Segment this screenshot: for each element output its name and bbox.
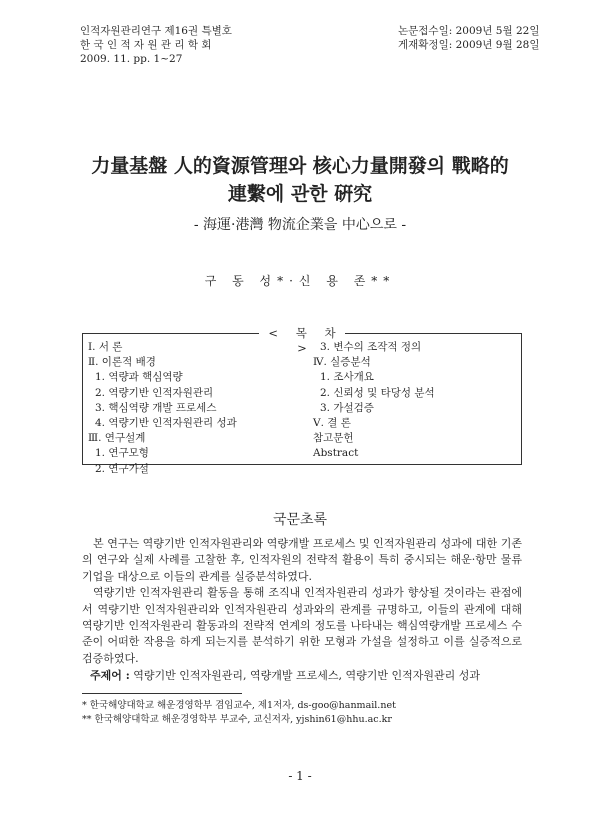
toc-item: 참고문헌: [313, 432, 354, 445]
toc-item: 1. 연구모형: [95, 447, 149, 460]
toc-item: 3. 핵심역량 개발 프로세스: [95, 401, 217, 414]
abstract-paragraph: 본 연구는 역량기반 인적자원관리와 역량개발 프로세스 및 인적자원관리 성과에 대한 기존의 연구와 실제 사례를 고찰한 후, 인적자원의 전략적 활용이 특히 중시되는 해운·항만 물류기업을 대상으로 이들의 관계를 실증분석하였다.: [82, 537, 522, 583]
toc-item: 3. 변수의 조작적 정의: [320, 341, 422, 353]
toc-item: 2. 신뢰성 및 타당성 분석: [320, 386, 435, 399]
title-line-2: 連繫에 관한 硏究: [227, 183, 373, 205]
toc-item: Ⅴ. 결 론: [313, 417, 351, 430]
page-number: - 1 -: [288, 769, 312, 783]
toc-item: Ⅱ. 이론적 배경: [88, 356, 156, 369]
keywords-text: 역량기반 인적자원관리, 역량개발 프로세스, 역량기반 인적자원관리 성과: [133, 669, 481, 682]
toc-item: 1. 역량과 핵심역량: [95, 371, 183, 384]
journal-name: 인적자원관리연구 제16권 특별호: [80, 25, 232, 37]
toc-item: 1. 조사개요: [320, 371, 374, 384]
toc-item: 2. 연구가설: [95, 462, 149, 475]
keywords-label: 주제어 :: [90, 669, 130, 682]
abstract-body: [82, 536, 522, 667]
paper-subtitle: - 海運·港灣 物流企業을 中心으로 -: [193, 217, 407, 233]
title-line-1: 力量基盤 人的資源管理와 核心力量開發의 戰略的: [91, 155, 509, 177]
journal-header: [80, 24, 232, 66]
issue-info: 2009. 11. pp. 1~27: [80, 53, 183, 65]
toc-item: 2. 역량기반 인적자원관리: [95, 386, 214, 399]
keywords: [90, 667, 480, 683]
toc-item: Abstract: [313, 447, 359, 460]
paper-title: [0, 152, 600, 208]
accepted-date: 게재확정일: 2009년 9월 28일: [398, 39, 540, 51]
abstract-paragraph: 역량기반 인적자원관리 활동을 통해 조직내 인적자원관리 성과가 향상될 것이라는 관점에서 역량기반 인적자원관리와 인적자원관리 성과와의 관계를 규명하고, 이들의 관계에 대해 역량기반 인적자원관리 활동과의 전략적 연계의 정도를 나타내는 핵심역량개발 프로세스 수준이 어떠한 작용을 하게 되는지를 분석하기 위한 모형과 가설을 설정하고 이를 실증적으로 검증하였다.: [82, 586, 522, 665]
submission-dates: [398, 24, 539, 52]
toc-left-column: [88, 340, 308, 477]
toc-item: Ⅳ. 실증분석: [313, 356, 371, 369]
table-of-contents: [82, 326, 522, 475]
footnotes: [82, 699, 396, 727]
toc-item: Ⅲ. 연구설계: [88, 432, 146, 445]
footnote-divider: [82, 693, 242, 694]
footnote-author-2: ** 한국해양대학교 해운경영학부 부교수, 교신저자, yjshin61@hhu.ac.kr: [82, 714, 392, 725]
toc-item: Ⅰ. 서 론: [88, 341, 123, 353]
toc-right-column: [313, 340, 513, 462]
society-name: 한 국 인 적 자 원 관 리 학 회: [80, 39, 212, 51]
authors: 구 동 성*·신 용 존**: [204, 274, 396, 288]
toc-heading: < 목 차 >: [259, 325, 345, 355]
toc-item: 4. 역량기반 인적자원관리 성과: [95, 417, 237, 430]
abstract-title: 국문초록: [272, 512, 328, 528]
footnote-author-1: * 한국해양대학교 해운경영학부 겸임교수, 제1저자, ds-goo@hanmail.net: [82, 700, 396, 711]
received-date: 논문접수일: 2009년 5월 22일: [398, 25, 540, 37]
toc-item: 3. 가설검증: [320, 401, 374, 414]
